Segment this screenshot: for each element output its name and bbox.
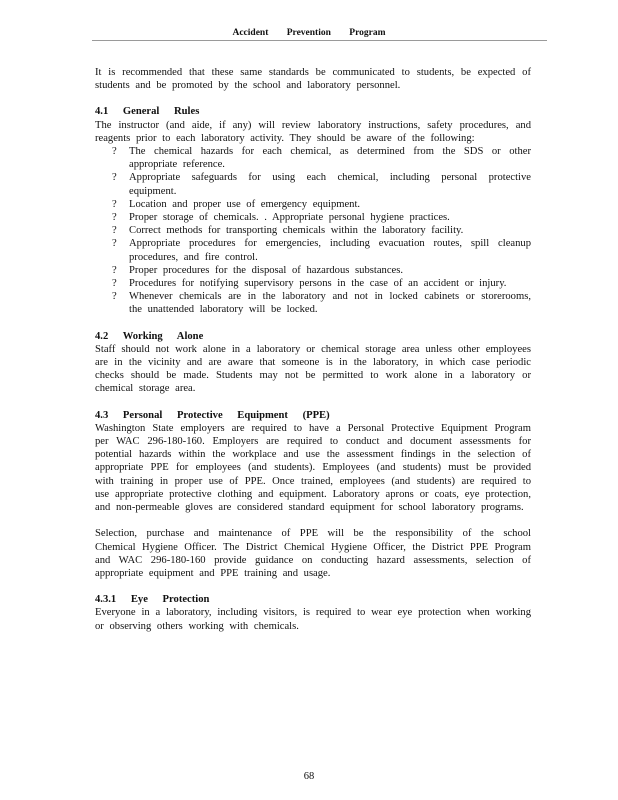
header-divider (92, 40, 547, 41)
list-item-text: Appropriate procedures for emergencies, including evacuation routes, spill cleanup procedures, and fire control. (129, 238, 531, 263)
list-item (95, 145, 531, 171)
bullet-mark: ? (112, 264, 117, 276)
section-ppe (95, 409, 531, 580)
list-item (95, 198, 531, 211)
list-item (95, 224, 531, 237)
bullet-mark: ? (112, 225, 117, 237)
list-item-text: The chemical hazards for each chemical, as determined from the SDS or other appropriate reference. (129, 146, 531, 171)
section-heading: 4.3 Personal Protective Equipment (PPE) (95, 409, 330, 421)
bullet-mark: ? (112, 212, 117, 224)
list-item (95, 211, 531, 224)
section-heading: 4.2 Working Alone (95, 330, 204, 342)
list-item (95, 290, 531, 316)
section-paragraph: Selection, purchase and maintenance of PPE will be the responsibility of the school Chemical Hygiene Officer. The District Chemical Hygiene Officer, the District PPE Program and WAC 296-180-160 provide guidance on conducting hazard assessments, selection of appropriate equipment and PPE training and usage. (95, 528, 531, 579)
list-item (95, 277, 531, 290)
section-general-rules (95, 105, 531, 316)
section-working-alone (95, 330, 531, 396)
section-heading: 4.1 General Rules (95, 106, 200, 118)
section-paragraph: The instructor (and aide, if any) will review laboratory instructions, safety procedures, and reagents prior to each laboratory activity. They should be aware of the following: (95, 119, 531, 144)
bullet-mark: ? (112, 278, 117, 290)
list-item (95, 171, 531, 197)
list-item-text: Correct methods for transporting chemicals within the laboratory facility. (129, 225, 464, 237)
page-content (95, 66, 531, 633)
list-item-text: Location and proper use of emergency equipment. (129, 198, 361, 210)
running-header: Accident Prevention Program (232, 28, 386, 38)
list-item-text: Proper procedures for the disposal of hazardous substances. (129, 264, 403, 276)
list-item (95, 264, 531, 277)
list-item-text: Whenever chemicals are in the laboratory and not in locked cabinets or storerooms, the unattended laboratory will be locked. (129, 291, 531, 316)
section-paragraph: Staff should not work alone in a laboratory or chemical storage area unless other employees are in the vicinity and are aware that someone is in the laboratory, in which case periodic checks should be made. Students may not be permitted to work alone in a laboratory or chemical storage area. (95, 343, 531, 395)
section-paragraph: Washington State employers are required to have a Personal Protective Equipment Program per WAC 296-180-160. Employers are required to conduct and document assessments for potential hazards within the workplace and use the assessment findings in the selection of appropriate PPE for employees (and students). Employees (and students) must be provided with training in proper use of PPE. Once trained, employees (and students) are required to use appropriate protective clothing and equipment. Laboratory aprons or coats, eye protection, and non-permeable gloves are considered standard equipment for school laboratory programs. (95, 422, 531, 514)
section-paragraph: Everyone in a laboratory, including visitors, is required to wear eye protection when working or observing others working with chemicals. (95, 607, 531, 632)
list-item-text: Proper storage of chemicals. . Appropriate personal hygiene practices. (129, 212, 450, 224)
list-item-text: Appropriate safeguards for using each chemical, including personal protective equipment. (129, 172, 531, 197)
section-eye-protection (95, 593, 531, 633)
bullet-mark: ? (112, 172, 117, 184)
intro-paragraph: It is recommended that these same standards be communicated to students, be expected of students and be promoted by the school and laboratory personnel. (95, 67, 531, 92)
bullet-mark: ? (112, 291, 117, 303)
page-number: 68 (303, 771, 315, 782)
section-heading: 4.3.1 Eye Protection (95, 594, 210, 606)
bullet-mark: ? (112, 146, 117, 158)
bullet-mark: ? (112, 238, 117, 250)
bullet-mark: ? (112, 198, 117, 210)
list-item (95, 237, 531, 263)
list-item-text: Procedures for notifying supervisory persons in the case of an accident or injury. (129, 278, 507, 290)
rules-list (95, 145, 531, 317)
